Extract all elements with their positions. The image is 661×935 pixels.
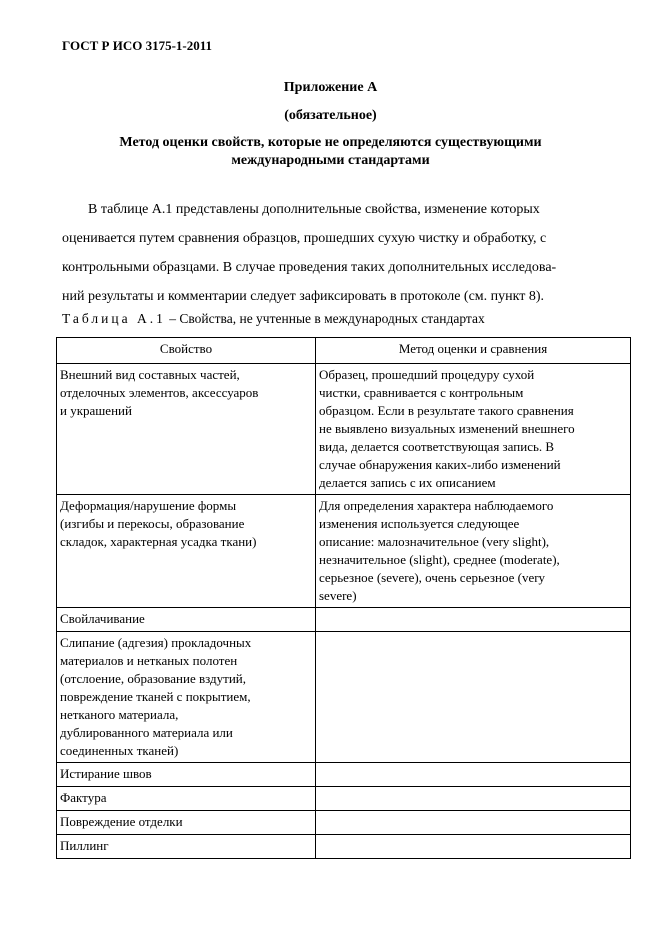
properties-table — [56, 337, 631, 859]
table-row — [57, 608, 631, 632]
method-cell — [316, 787, 631, 811]
annex-status: (обязательное) — [284, 108, 377, 123]
property-cell: Слипание (адгезия) прокладочных материалов и нетканых полотен (отслоение, образование вздутий, повреждение тканей с покрытием, нетканого материала, дублированного материала или соединенных тканей) — [57, 632, 316, 763]
property-cell: Деформация/нарушение формы (изгибы и перекосы, образование складок, характерная усадка ткани) — [57, 495, 316, 608]
annex-heading: Метод оценки свойств, которые не определяются существующими международными стандартами — [119, 135, 542, 168]
table-row — [57, 787, 631, 811]
document-code: ГОСТ Р ИСО 3175-1-2011 — [62, 38, 213, 53]
paragraph-line: контрольными образцами. В случае проведения таких дополнительных исследова- — [62, 260, 557, 275]
method-cell — [316, 835, 631, 859]
property-cell: Внешний вид составных частей, отделочных элементов, аксессуаров и украшений — [57, 364, 316, 495]
property-cell: Фактура — [57, 787, 316, 811]
paragraph-line: оценивается путем сравнения образцов, прошедших сухую чистку и обработку, с — [62, 231, 547, 246]
table-caption — [62, 311, 485, 327]
property-cell: Повреждение отделки — [57, 811, 316, 835]
method-cell — [316, 811, 631, 835]
method-cell — [316, 632, 631, 763]
paragraph-line: ний результаты и комментарии следует зафиксировать в протоколе (см. пункт 8). — [62, 289, 545, 304]
table-header-row — [57, 338, 631, 364]
table-row — [57, 763, 631, 787]
annex-title: Приложение А — [283, 80, 378, 95]
method-cell — [316, 608, 631, 632]
table-caption-text: – Свойства, не учтенные в международных стандартах — [165, 311, 485, 326]
method-cell — [316, 763, 631, 787]
table-row — [57, 632, 631, 763]
table-caption-label: Таблица А.1 — [62, 311, 166, 326]
body-paragraph — [62, 195, 608, 311]
column-header-method: Метод оценки и сравнения — [316, 338, 631, 364]
table-row — [57, 835, 631, 859]
column-header-property: Свойство — [57, 338, 316, 364]
property-cell: Свойлачивание — [57, 608, 316, 632]
method-cell: Образец, прошедший процедуру сухой чистки, сравнивается с контрольным образцом. Если в результате такого сравнения не выявлено визуальных изменений внешнего вида, делается соответствующая запись. В случае обнаружения каких-либо изменений делается запись с их описанием — [316, 364, 631, 495]
table-row — [57, 495, 631, 608]
table-row — [57, 811, 631, 835]
property-cell: Истирание швов — [57, 763, 316, 787]
table-row — [57, 364, 631, 495]
paragraph-line: В таблице А.1 представлены дополнительные свойства, изменение которых — [88, 202, 540, 217]
method-cell: Для определения характера наблюдаемого изменения используется следующее описание: малозначительное (very slight), незначительное (slight), среднее (moderate), серьезное (severe), очень серьезное (very severe) — [316, 495, 631, 608]
property-cell: Пиллинг — [57, 835, 316, 859]
